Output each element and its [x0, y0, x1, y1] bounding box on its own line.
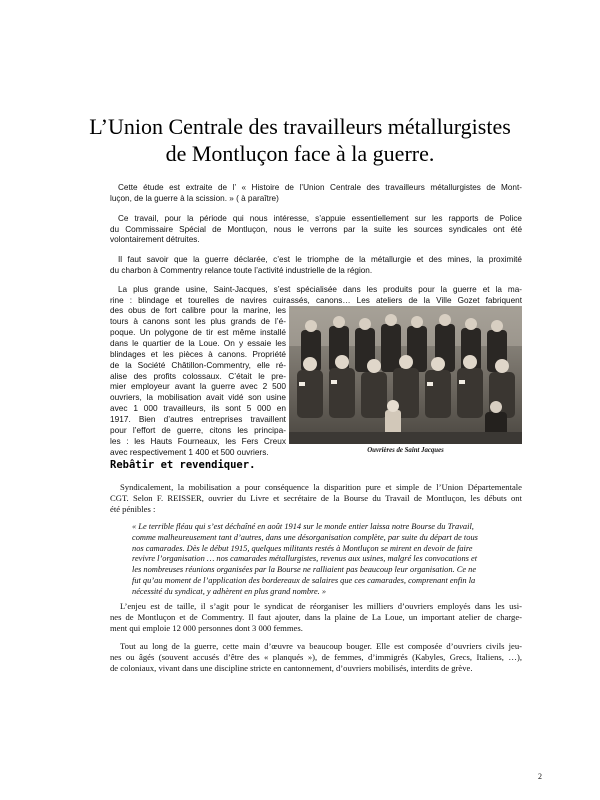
intro-paragraph-2 [110, 214, 522, 246]
text-line: alise des profits colossaux. C’était le pre- [110, 370, 286, 381]
text-line: La plus grande usine, Saint-Jacques, s’est spécialisée dans les produits pour la guerre et la ma- [118, 285, 522, 294]
intro-paragraph-4-wrap [110, 316, 286, 458]
reisser-quote [132, 522, 522, 598]
page-number: 2 [538, 772, 542, 781]
text-line: pour l’effort de guerre, citons les principa- [110, 425, 286, 436]
text-line: L’enjeu est de taille, il s’agit pour le syndicat de réorganiser les milliers d’ouvriers employés dans les usi- [120, 601, 522, 611]
quote-line: nécessité du syndicat, y adhèrent en plus grand nombre. » [132, 586, 327, 596]
page-title [60, 113, 540, 167]
text-line: du charbon à Commentry relance toute l’activité industrielle de la région. [110, 265, 373, 275]
quote-line: « Le terrible fléau qui s’est déchaîné en août 1914 sur le monde entier laissa notre Bourse du Travail, [132, 522, 474, 531]
intro-paragraph-1 [110, 183, 522, 204]
text-line: été pénibles : [110, 504, 156, 514]
text-line: nes de Montluçon et de Commentry. Il faut ajouter, dans la plaine de La Loue, un important atelier de charge- [110, 612, 522, 622]
section-heading: Rebâtir et revendiquer. [110, 459, 256, 471]
text-line: ment qui emploie 12 000 personnes dont 3 000 femmes. [110, 623, 303, 633]
text-line: ouvriers, la mobilisation avait vidé son usine [110, 392, 286, 403]
quote-line: nos camarades. Dès le début 1915, quelques militants restés à Montluçon se mirent en devoir de faire [132, 543, 473, 553]
title-line-1: L’Union Centrale des travailleurs métallurgistes [89, 114, 511, 139]
text-line: CGT. Selon F. REISSER, ouvrier du Livre et secrétaire de la Bourse du Travail de Montluçon, les débuts ont [110, 493, 522, 503]
title-line-2: de Montluçon face à la guerre. [165, 141, 435, 166]
text-line: mier employeur avant la guerre avec 2 500 [110, 381, 286, 392]
text-line: avec respectivement 1 400 et 500 ouvriers. [110, 446, 269, 457]
group-photo [289, 306, 522, 444]
text-line: Il faut savoir que la guerre déclarée, c’est le triomphe de la métallurgie et des mines, la proximité [118, 255, 522, 264]
text-line: des obus de fort calibre pour la marine, les [110, 306, 286, 315]
text-line: blindages et les pièces à canons. Propriété [110, 348, 286, 359]
text-line: tours à canons sont les plus grands de l’é- [110, 316, 286, 326]
quote-line: comme malheureusement tant d’autres, dans une désorganisation complète, par suite du départ de tous [132, 532, 478, 542]
text-line: Ce travail, pour la période qui nous intéresse, s’appuie essentiellement sur les rapports de Police [118, 214, 522, 223]
photo-caption: Ouvrières de Saint Jacques [367, 447, 444, 454]
group-photo-image [289, 306, 522, 444]
text-line: 1917. Bien d’autres entreprises travaillent [110, 414, 286, 425]
text-line: poque. Un polygone de tir est même installé [110, 326, 286, 337]
text-line: Tout au long de la guerre, cette main d’œuvre va beaucoup bouger. Elle est composée d’ouvriers civils jeu- [120, 641, 522, 651]
text-line: du Commissaire Spécial de Montluçon, nous le verrons par la suite les sources syndicales ont été [110, 224, 522, 234]
intro-paragraph-3 [110, 255, 522, 276]
section-paragraph-1 [110, 482, 522, 515]
text-line: volontairement détruites. [110, 235, 200, 244]
text-line: de la Société Châtillon-Commentry, elle ré- [110, 359, 286, 370]
section-paragraph-3 [110, 641, 522, 674]
quote-line: les nombreuses réunions organisées par la Bourse ne ralliaient pas beaucoup leur organisation. Ce ne [132, 565, 477, 575]
text-line: luçon, de la guerre à la scission. » ( à paraître) [110, 193, 279, 203]
text-line: de coloniaux, vivant dans une discipline stricte en cantonnement, d’ouvriers mobilisés, interdits de grève. [110, 663, 473, 673]
text-line: avec 1 000 travailleurs, ils sont 5 000 en [110, 403, 286, 414]
section-paragraph-2 [110, 601, 522, 634]
quote-line: fut qu’au moment de l’application des bordereaux de salaires que ces camarades, comprenant enfin la [132, 575, 476, 585]
text-line: nes ou âgés (souvent accusés d’être des « planqués »), de femmes, d’immigrés (Kabyles, Grecs, Italiens, …), [110, 652, 522, 662]
text-line: Cette étude est extraite de l’ « Histoire de l’Union Centrale des travailleurs métallurgistes de Mont- [118, 183, 522, 192]
text-line: les : les Hauts Fourneaux, les Fers Creux [110, 435, 286, 446]
quote-line: revivre l’organisation … nos camarades métallurgistes, revenus aux usines, malgré les convocations et [132, 554, 478, 564]
text-line: Syndicalement, la mobilisation a pour conséquence la disparition pure et simple de l’Union Départementale [120, 482, 522, 492]
text-line: rine : blindage et tourelles de navires cuirassés, canons… Les ateliers de la Ville Gozet fabriquent [110, 295, 522, 305]
text-line: dans le quartier de la Loue. On y essaie les [110, 337, 286, 348]
